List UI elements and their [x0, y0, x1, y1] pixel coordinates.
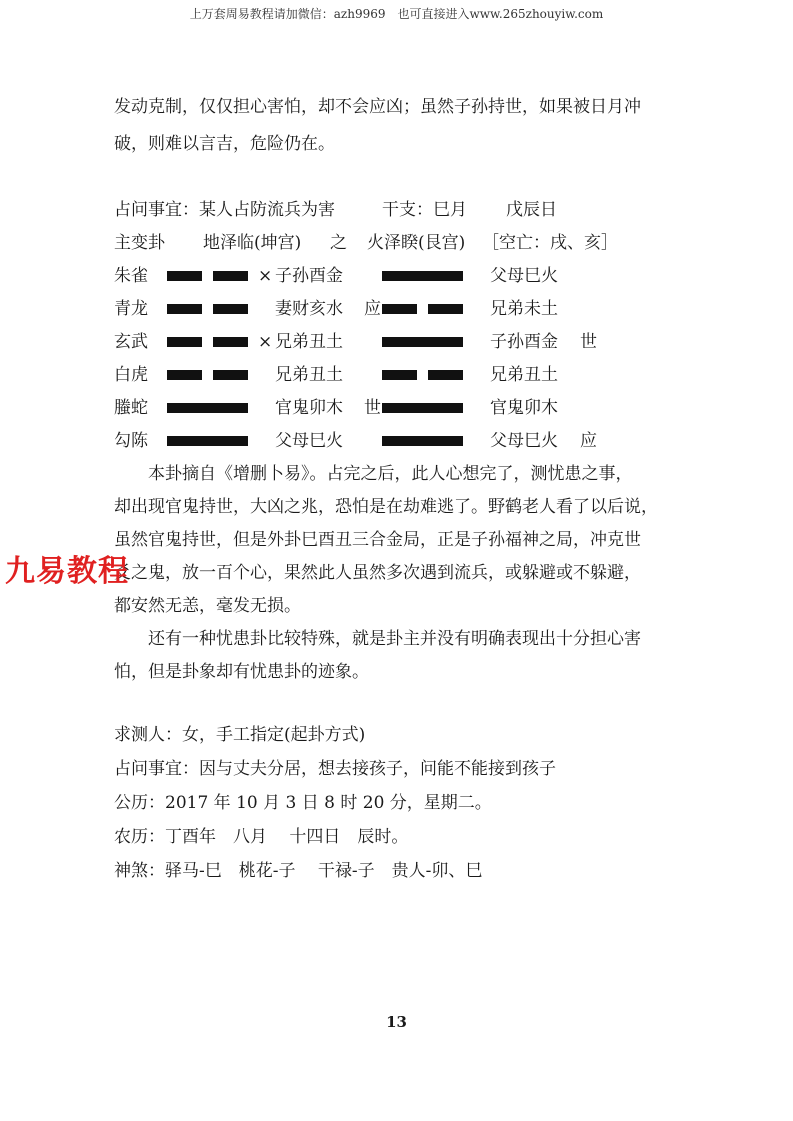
change-liuqin-text: 子孙酉金	[490, 332, 558, 352]
change-yao-bar	[382, 271, 463, 281]
main-liuqin-text: 官鬼卯木	[275, 398, 343, 418]
yao-segment	[167, 304, 202, 314]
main-liuqin-text: 子孙酉金	[275, 266, 343, 286]
shi-ying-suffix: 世	[580, 332, 597, 352]
yao-segment	[213, 304, 248, 314]
case-ganzhi: 干支：巳月	[382, 200, 467, 220]
paragraph-line: 虽然官鬼持世，但是外卦巳酉丑三合金局，正是子孙福神之局，冲克世	[114, 530, 641, 550]
six-god-label: 玄武	[114, 332, 148, 352]
yao-segment	[382, 337, 463, 347]
main-yao-bar	[167, 304, 248, 314]
main-liuqin-text: 兄弟丑土	[275, 332, 343, 352]
paragraph-line: 本卦摘自《增删卜易》。占完之后，此人心想完了，测忧患之事，	[148, 464, 633, 484]
main-yao-bar	[167, 370, 248, 380]
info-line: 占问事宜：因与丈夫分居，想去接孩子，问能不能接到孩子	[114, 759, 556, 779]
yao-segment	[382, 403, 463, 413]
yao-segment	[428, 304, 463, 314]
main-gua-name: 地泽临(坤宫)	[203, 233, 302, 253]
yao-segment	[167, 337, 202, 347]
change-yao-bar	[382, 304, 463, 314]
six-god-label: 螣蛇	[114, 398, 148, 418]
main-yao-bar	[167, 271, 248, 281]
six-god-label: 白虎	[114, 365, 148, 385]
main-liuqin-text: 父母巳火	[275, 431, 343, 451]
change-yao-bar	[382, 403, 463, 413]
change-yao-bar	[382, 370, 463, 380]
change-gua-name: 火泽睽(艮宫)	[367, 233, 466, 253]
change-liuqin-text: 官鬼卯木	[490, 398, 558, 418]
watermark: 九易教程	[5, 554, 129, 589]
zhi-connector: 之	[330, 233, 347, 253]
info-line: 求测人：女，手工指定(起卦方式)	[114, 725, 366, 745]
info-line: 公历：2017 年 10 月 3 日 8 时 20 分，星期二。	[114, 793, 492, 813]
yao-segment	[382, 436, 463, 446]
yao-segment	[167, 403, 248, 413]
main-yao-bar	[167, 403, 248, 413]
paragraph-line: 发动克制，仅仅担心害怕，却不会应凶；虽然子孙持世，如果被日月冲	[114, 97, 641, 117]
yao-segment	[167, 370, 202, 380]
info-line: 农历：丁酉年 八月 十四日 辰时。	[114, 827, 409, 847]
yao-segment	[167, 436, 248, 446]
yao-segment	[213, 337, 248, 347]
yao-segment	[213, 271, 248, 281]
case-day: 戊辰日	[506, 200, 557, 220]
shi-ying-mark: 世	[364, 398, 381, 418]
change-liuqin-text: 父母巳火	[490, 266, 558, 286]
paragraph-line: 还有一种忧患卦比较特殊，就是卦主并没有明确表现出十分担心害	[148, 629, 641, 649]
yao-segment	[167, 271, 202, 281]
paragraph-line: 却出现官鬼持世，大凶之兆，恐怕是在劫难逃了。野鹤老人看了以后说，	[114, 497, 658, 517]
main-yao-bar	[167, 337, 248, 347]
yao-segment	[382, 304, 417, 314]
moving-mark: ×	[258, 266, 273, 286]
paragraph-line: 怕，但是卦象却有忧患卦的迹象。	[114, 662, 369, 682]
yao-segment	[382, 370, 417, 380]
yao-segment	[213, 370, 248, 380]
six-god-label: 朱雀	[114, 266, 148, 286]
shi-ying-suffix: 应	[580, 431, 597, 451]
paragraph-line: 破，则难以言吉，危险仍在。	[114, 134, 335, 154]
moving-mark: ×	[258, 332, 273, 352]
paragraph-line: 爻之鬼，放一百个心，果然此人虽然多次遇到流兵，或躲避或不躲避，	[114, 563, 641, 583]
change-yao-bar	[382, 337, 463, 347]
page-header-banner: 上万套周易教程请加微信：azh9969 也可直接进入www.265zhouyiw.com	[189, 7, 604, 21]
six-god-label: 青龙	[114, 299, 148, 319]
yao-segment	[382, 271, 463, 281]
main-change-label: 主变卦	[114, 233, 165, 253]
main-yao-bar	[167, 436, 248, 446]
change-liuqin-text: 兄弟未土	[490, 299, 558, 319]
change-yao-bar	[382, 436, 463, 446]
page-number: 13	[386, 1013, 407, 1031]
shi-ying-mark: 应	[364, 299, 381, 319]
yao-segment	[428, 370, 463, 380]
change-liuqin-text: 父母巳火	[490, 431, 558, 451]
main-liuqin-text: 兄弟丑土	[275, 365, 343, 385]
kongwang: ［空亡：戌、亥］	[482, 233, 618, 253]
six-god-label: 勾陈	[114, 431, 148, 451]
info-line: 神煞：驿马-巳 桃花-子 干禄-子 贵人-卯、巳	[114, 861, 483, 881]
change-liuqin-text: 兄弟丑土	[490, 365, 558, 385]
case-question: 占问事宜：某人占防流兵为害	[114, 200, 335, 220]
paragraph-line: 都安然无恙，毫发无损。	[114, 596, 301, 616]
main-liuqin-text: 妻财亥水	[275, 299, 343, 319]
